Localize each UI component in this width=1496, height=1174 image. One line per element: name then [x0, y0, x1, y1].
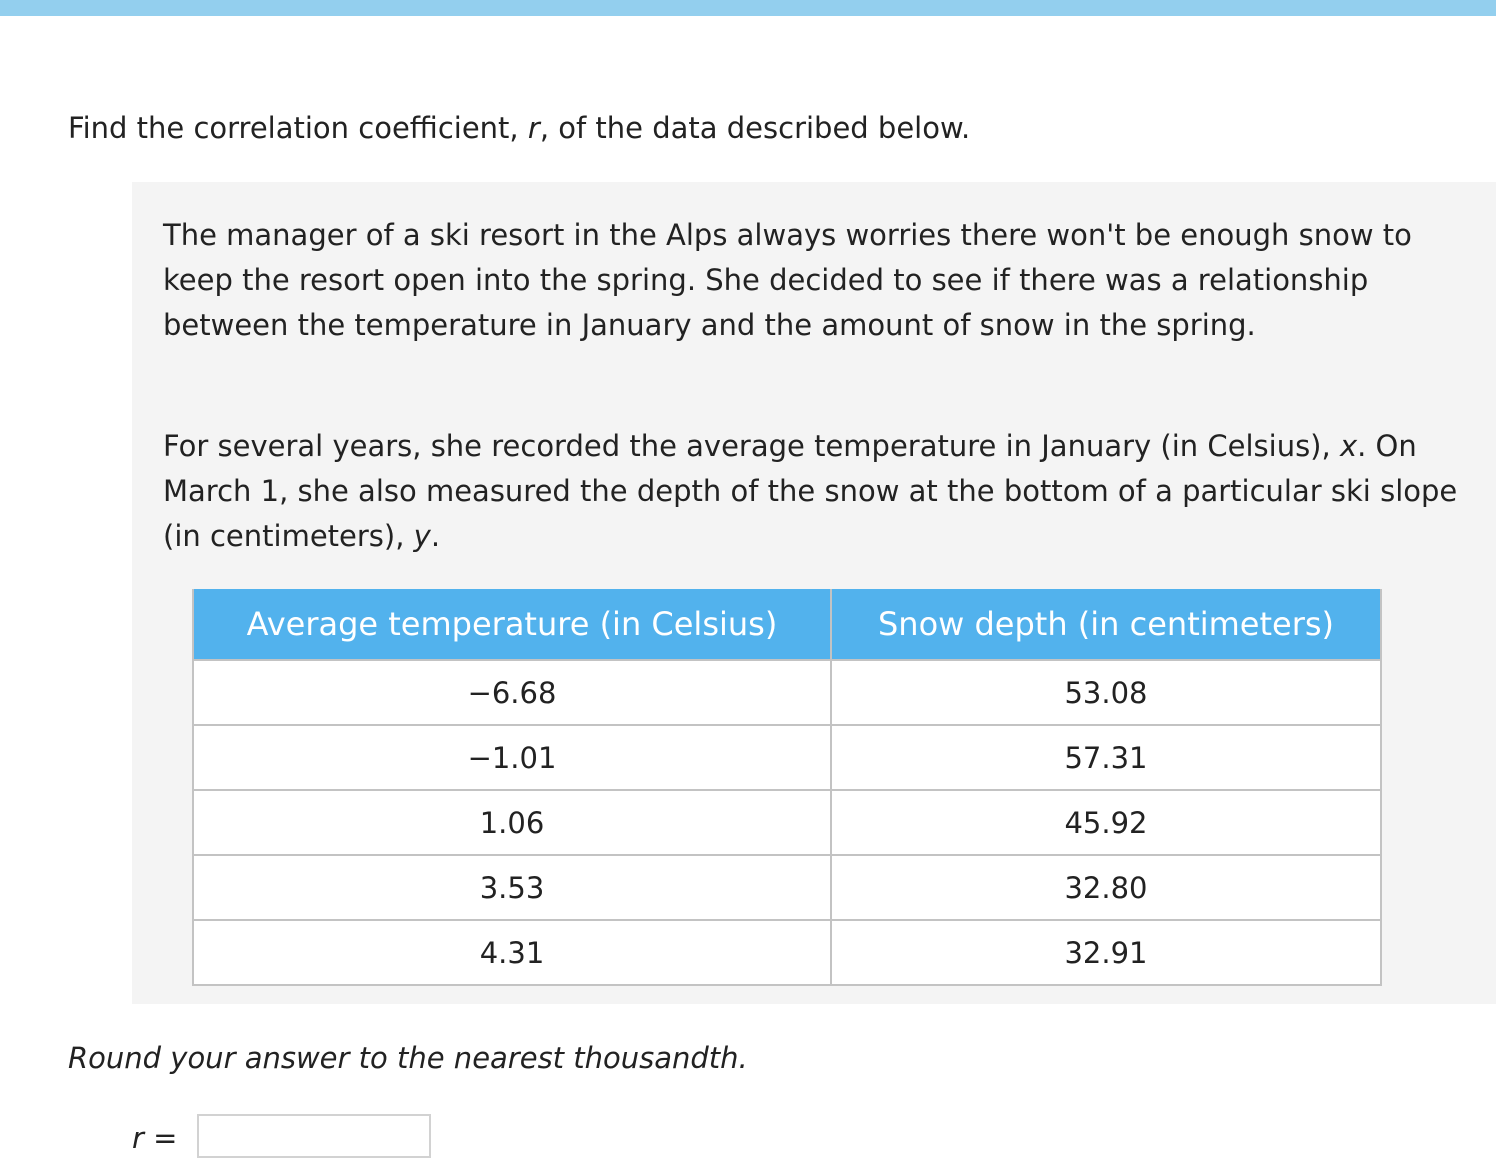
scenario-paragraph: The manager of a ski resort in the Alps always worries there won't be enough snow to keep the resort open into the spring. She decided to see if there was a relationship between the temperature in January and the amount of snow in the spring. — [163, 218, 1412, 342]
cell-snow-depth: 32.91 — [831, 920, 1381, 985]
table-row — [193, 725, 1381, 790]
cell-snow-depth: 32.80 — [831, 855, 1381, 920]
variables-text-2: . On March 1, she also measured the depth of the snow at the bottom of a particular ski slope (in centimeters), — [163, 429, 1458, 553]
cell-temperature: 4.31 — [193, 920, 831, 985]
cell-temperature: −1.01 — [193, 725, 831, 790]
answer-label — [132, 1118, 177, 1158]
variables-paragraph — [163, 424, 1483, 559]
variables-text-1: For several years, she recorded the average temperature in January (in Celsius), — [163, 429, 1340, 463]
answer-equals: = — [143, 1121, 178, 1155]
cell-snow-depth: 45.92 — [831, 790, 1381, 855]
variable-y: y — [413, 519, 431, 553]
question-suffix: , of the data described below. — [539, 111, 971, 145]
answer-input[interactable] — [197, 1114, 431, 1158]
cell-snow-depth: 53.08 — [831, 660, 1381, 725]
variables-text-3: . — [430, 519, 441, 553]
problem-panel — [132, 182, 1496, 1004]
table-row — [193, 920, 1381, 985]
top-accent-bar — [0, 0, 1496, 16]
cell-snow-depth: 57.31 — [831, 725, 1381, 790]
cell-temperature: 3.53 — [193, 855, 831, 920]
table-header-row — [193, 589, 1381, 660]
rounding-instruction: Round your answer to the nearest thousandth. — [68, 1041, 748, 1075]
data-table — [192, 589, 1382, 986]
table-row — [193, 660, 1381, 725]
table-row — [193, 855, 1381, 920]
header-temperature: Average temperature (in Celsius) — [193, 589, 831, 660]
table-row — [193, 790, 1381, 855]
question-prefix: Find the correlation coefficient, — [68, 111, 528, 145]
cell-temperature: −6.68 — [193, 660, 831, 725]
answer-variable-r: r — [132, 1121, 144, 1155]
header-snow-depth: Snow depth (in centimeters) — [831, 589, 1381, 660]
variable-x: x — [1339, 429, 1358, 463]
question-variable-r: r — [527, 111, 540, 145]
cell-temperature: 1.06 — [193, 790, 831, 855]
question-prompt — [68, 108, 970, 148]
